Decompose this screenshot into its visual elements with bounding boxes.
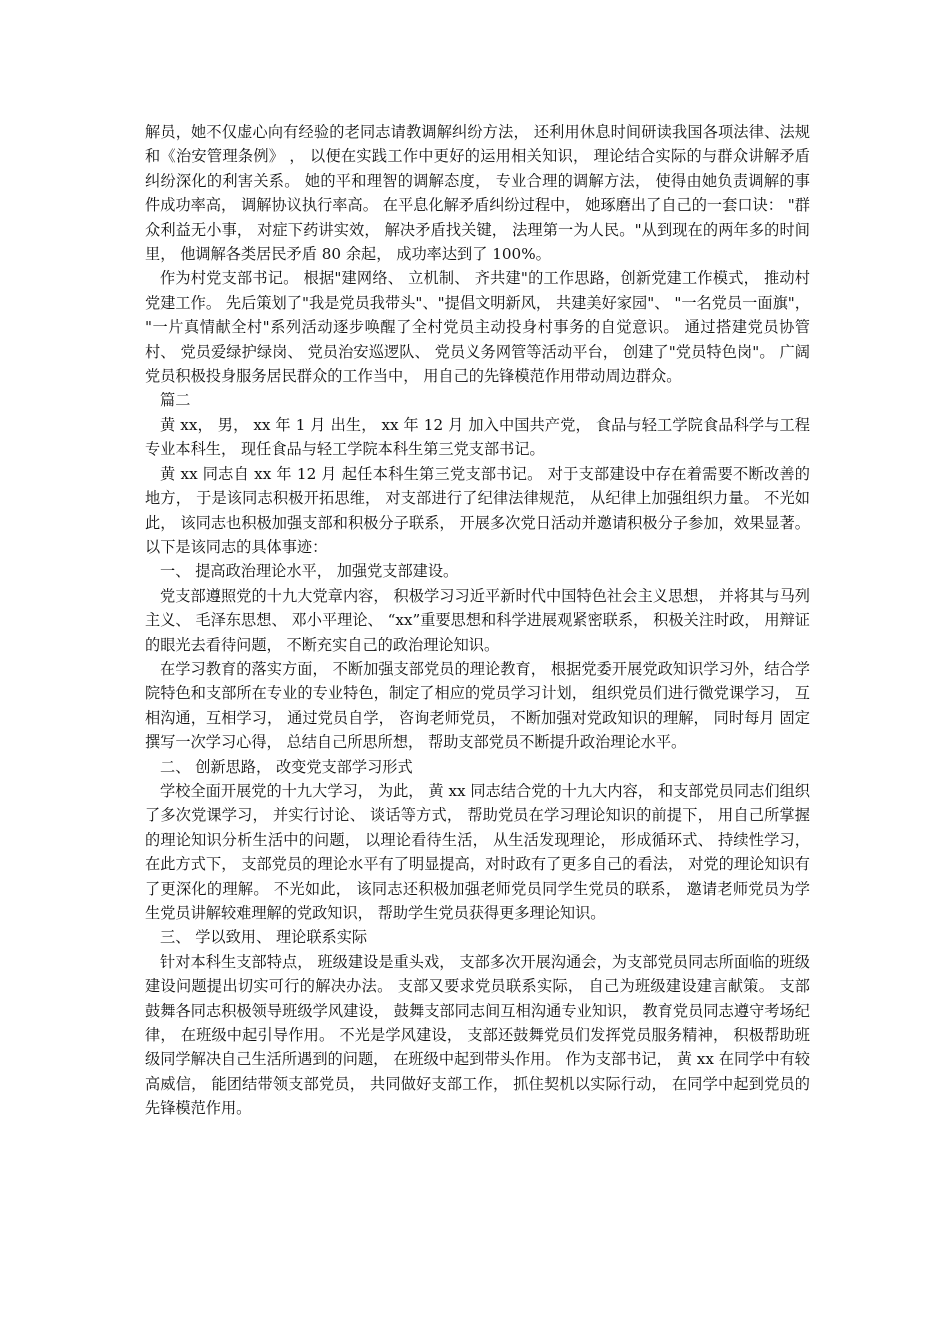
paragraph-new-methods: 学校全面开展党的十九大学习， 为此， 黄 xx 同志结合党的十九大内容， 和支部党员同志们组织了多次党课学习， 并实行讨论、 谈话等方式， 帮助党员在学习理论知识的前提下， 用自己所掌握的理论知识分析生活中的问题， 以理论看待生活， 从生活发现理论， 形成循环式、 持续性学习， 在此方式下， 支部党员的理论水平有了明显提高，对时政有了更多自己的看法， 对党的理论知识有了更深化的理解。 不光如此， 该同志还积极加强老师党员同学生党员的联系， 邀请老师党员为学生党员讲解较难理解的党政知识， 帮助学生党员获得更多理论知识。 <box>145 781 810 922</box>
paragraph-theory-study: 党支部遵照党的十九大党章内容， 积极学习习近平新时代中国特色社会主义思想， 并将其与马列主义、 毛泽东思想、 邓小平理论、 “xx”重要思想和科学进展观紧密联系， 积极关注时政， 用辩证的眼光去看待问题， 不断充实自己的政治理论知识。 <box>145 586 810 654</box>
paragraph-mediator: 解员，她不仅虚心向有经验的老同志请教调解纠纷方法， 还利用休息时间研读我国各项法律、法规和《治安管理条例》 ， 以便在实践工作中更好的运用相关知识， 理论结合实际的与群众讲解矛盾纠纷深化的利害关系。 她的平和理智的调解态度， 专业合理的调解方法， 使得由她负责调解的事件成功率高， 调解协议执行率高。 在平息化解矛盾纠纷过程中， 她琢磨出了自己的一套口诀： "群众利益无小事， 对症下药讲实效， 解决矛盾找关键， 法理第一为人民。"从到现在的两年多的时间里， 他调解各类居民矛盾 80 余起， 成功率达到了 100%。 <box>145 123 810 264</box>
section-title-part-two: 篇二 <box>160 391 191 410</box>
paragraph-profile: 黄 xx， 男， xx 年 1 月 出生， xx 年 12 月 加入中国共产党， 食品与轻工学院食品科学与工程专业本科生， 现任食品与轻工学院本科生第三党支部书记。 <box>145 415 810 459</box>
paragraph-education: 在学习教育的落实方面， 不断加强支部党员的理论教育， 根据党委开展党政知识学习外，结合学院特色和支部所在专业的专业特色，制定了相应的党员学习计划， 组织党员们进行微党课学习， 互相沟通，互相学习， 通过党员自学， 咨询老师党员， 不断加强对党政知识的理解， 同时每月 固定撰写一次学习心得， 总结自己所思所想， 帮助支部党员不断提升政治理论水平。 <box>145 659 810 752</box>
paragraph-village-secretary: 作为村党支部书记。 根据"建网络、 立机制、 齐共建"的工作思路，创新党建工作模式， 推动村党建工作。 先后策划了"我是党员我带头"、"提倡文明新风， 共建美好家园"、 "一名党员一面旗"， "一片真情献全村"系列活动逐步唤醒了全村党员主动投身村事务的自觉意识。 通过搭建党员协管村、 党员爱绿护绿岗、 党员治安巡逻队、 党员义务网管等活动平台， 创建了"党员特色岗"。 广阔党员积极投身服务居民群众的工作当中， 用自己的先锋模范作用带动周边群众。 <box>145 269 810 386</box>
paragraph-practice: 针对本科生支部特点， 班级建设是重头戏， 支部多次开展沟通会，为支部党员同志所面临的班级建设问题提出切实可行的解决办法。 支部又要求党员联系实际， 自己为班级建设建言献策。 支部鼓舞各同志积极领导班级学风建设， 鼓舞支部同志间互相沟通专业知识， 教育党员同志遵守考场纪律， 在班级中起引导作用。 不光是学风建设， 支部还鼓舞党员们发挥党员服务精神， 积极帮助班级同学解决自己生活所遇到的问题， 在班级中起到带头作用。 作为支部书记， 黄 xx 在同学中有较高威信， 能团结带领支部党员， 共同做好支部工作， 抓住契机以实际行动， 在同学中起到党员的先锋模范作用。 <box>145 952 810 1118</box>
paragraph-overview: 黄 xx 同志自 xx 年 12 月 起任本科生第三党支部书记。 对于支部建设中存在着需要不断改善的地方， 于是该同志积极开拓思维， 对支部进行了纪律法律规范， 从纪律上加强组织力量。 不光如此， 该同志也积极加强支部和积极分子联系， 开展多次党日活动并邀请积极分子参加，效果显著。 以下是该同志的具体事迹： <box>145 464 810 556</box>
heading-section-one: 一、 提高政治理论水平， 加强党支部建设。 <box>160 562 459 581</box>
heading-section-three: 三、 学以致用、 理论联系实际 <box>160 928 368 947</box>
heading-section-two: 二、 创新思路， 改变党支部学习形式 <box>160 757 413 776</box>
document-page <box>145 120 810 1121</box>
